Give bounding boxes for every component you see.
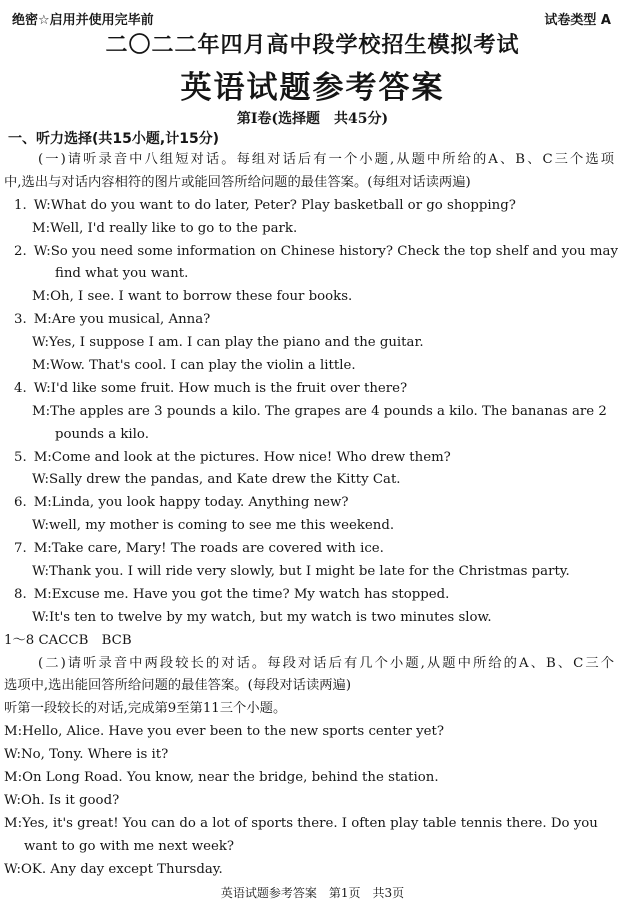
paper-type-label: 试卷类型 A: [544, 13, 611, 28]
dialogue-4-line-1: 4. W:I'd like some fruit. How much is the fruit over there?: [14, 380, 408, 396]
document-title: 英语试题参考答案: [180, 70, 445, 106]
part2-intro: 听第一段较长的对话,完成第9至第11三个小题。: [4, 701, 287, 717]
long-dialogue-line: W:Oh. Is it good?: [4, 792, 120, 808]
dialogue-4-line-2-cont: pounds a kilo.: [55, 426, 149, 442]
exam-title: 二〇二二年四月高中段学校招生模拟考试: [105, 32, 520, 58]
long-dialogue-line: W:OK. Any day except Thursday.: [4, 861, 223, 877]
dialogue-2-line-1-cont: find what you want.: [55, 266, 189, 282]
dialogue-1-line-1: 1. W:What do you want to do later, Peter? Play basketball or go shopping?: [14, 197, 516, 213]
long-dialogue-line: want to go with me next week?: [24, 838, 235, 854]
part1-instruction: (一)请听录音中八组短对话。每组对话后有一个小题,从题中所给的A、B、C三个选项: [38, 152, 614, 167]
dialogue-6-line-2: W:well, my mother is coming to see me this weekend.: [32, 518, 395, 534]
dialogue-2-line-1: 2. W:So you need some information on Chinese history? Check the top shelf and you may: [14, 243, 618, 259]
dialogue-7-line-2: W:Thank you. I will ride very slowly, but I might be late for the Christmas party.: [32, 564, 570, 580]
long-dialogue-line: M:Hello, Alice. Have you ever been to the new sports center yet?: [4, 724, 444, 740]
dialogue-5-line-1: 5. M:Come and look at the pictures. How nice! Who drew them?: [14, 449, 451, 465]
dialogue-6-line-1: 6. M:Linda, you look happy today. Anything new?: [14, 495, 349, 511]
dialogue-7-line-1: 7. M:Take care, Mary! The roads are covered with ice.: [14, 541, 384, 557]
dialogue-2-line-2: M:Oh, I see. I want to borrow these four books.: [32, 289, 353, 305]
part2-instruction-cont: 选项中,选出能回答所给问题的最佳答案。(每段对话读两遍): [4, 678, 352, 694]
long-dialogue-line: M:Yes, it's great! You can do a lot of sports there. I often play table tennis there. Do you: [4, 815, 598, 831]
dialogue-8-line-1: 8. M:Excuse me. Have you got the time? My watch has stopped.: [14, 586, 450, 602]
page-footer: 英语试题参考答案 第1页 共3页: [220, 886, 405, 900]
dialogue-3-line-2: W:Yes, I suppose I am. I can play the piano and the guitar.: [32, 335, 424, 351]
answer-body: [4, 149, 618, 882]
section-heading: 一、听力选择(共15小题,计15分): [8, 131, 220, 147]
long-dialogue-line: W:No, Tony. Where is it?: [4, 747, 169, 763]
part2-instruction: (二)请听录音中两段较长的对话。每段对话后有几个小题,从题中所给的A、B、C三个: [38, 655, 614, 671]
confidential-label: 绝密☆启用并使用完毕前: [12, 13, 154, 28]
long-dialogue-line: M:On Long Road. You know, near the bridge, behind the station.: [4, 770, 439, 786]
dialogue-8-line-2: W:It's ten to twelve by my watch, but my watch is two minutes slow.: [32, 609, 492, 625]
part1-instruction-cont: 中,选出与对话内容相符的图片或能回答所给问题的最佳答案。(每组对话读两遍): [4, 174, 471, 190]
dialogue-4-line-2: M:The apples are 3 pounds a kilo. The grapes are 4 pounds a kilo. The bananas are 2: [32, 403, 607, 419]
dialogue-5-line-2: W:Sally drew the pandas, and Kate drew the Kitty Cat.: [32, 472, 401, 488]
volume-title: 第Ⅰ卷(选择题 共45分): [236, 111, 389, 127]
answer-key: 1～8 CACCB BCB: [4, 632, 132, 648]
dialogue-3-line-3: M:Wow. That's cool. I can play the violin a little.: [32, 358, 356, 374]
dialogue-3-line-1: 3. M:Are you musical, Anna?: [14, 312, 211, 328]
dialogue-1-line-2: M:Well, I'd really like to go to the park.: [32, 220, 298, 236]
